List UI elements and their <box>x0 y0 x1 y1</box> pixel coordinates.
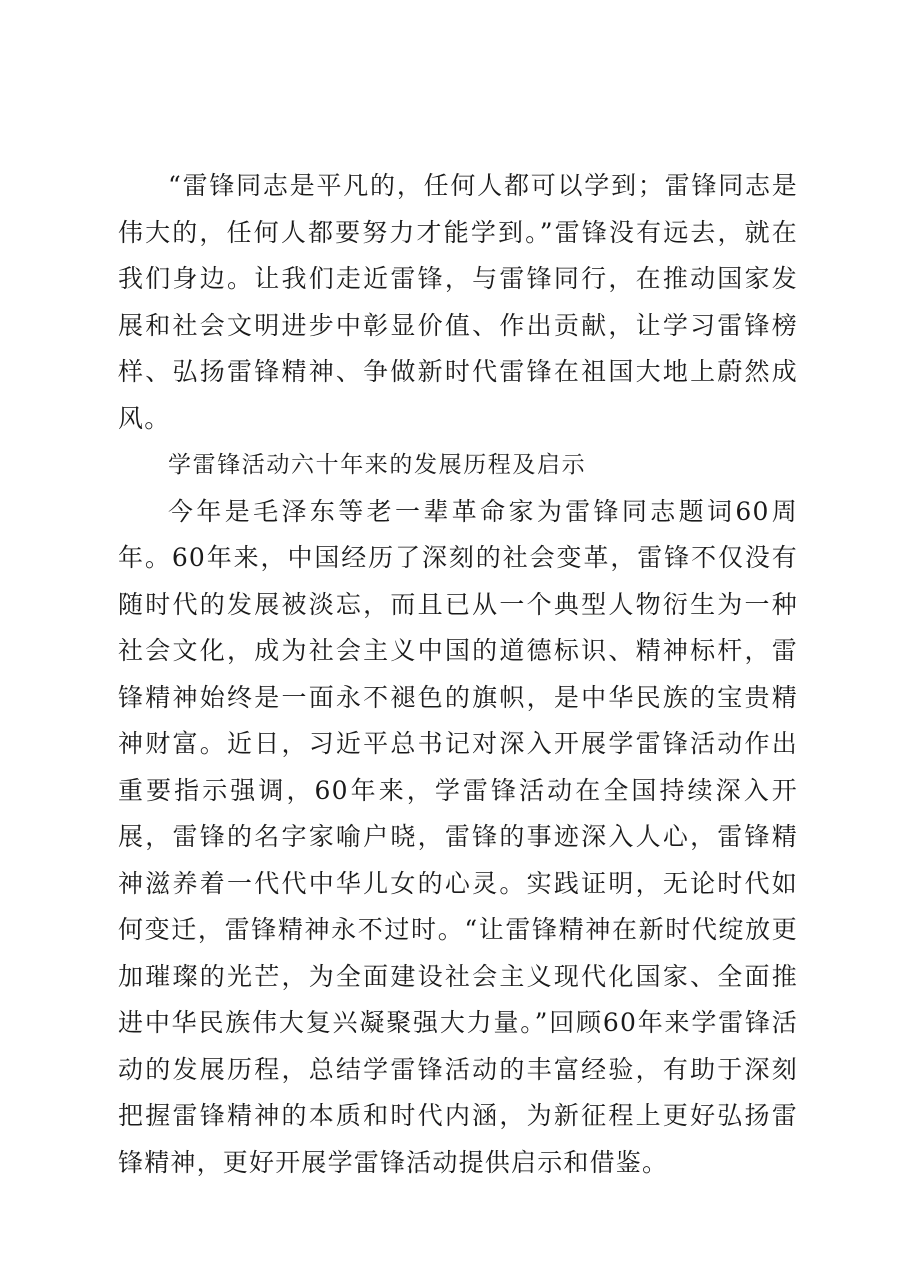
document-body <box>118 163 798 1186</box>
paragraph-intro-quote: “雷锋同志是平凡的，任何人都可以学到；雷锋同志是伟大的，任何人都要努力才能学到。”雷锋没有远去，就在我们身边。让我们走近雷锋，与雷锋同行，在推动国家发展和社会文明进步中彰显价值、作出贡献，让学习雷锋榜样、弘扬雷锋精神、争做新时代雷锋在祖国大地上蔚然成风。 <box>118 171 798 433</box>
section-heading: 学雷锋活动六十年来的发展历程及启示 <box>168 452 587 478</box>
paragraph-history: 今年是毛泽东等老一辈革命家为雷锋同志题词60周年。60年来，中国经历了深刻的社会变革，雷锋不仅没有随时代的发展被淡忘，而且已从一个典型人物衍生为一种社会文化，成为社会主义中国的道德标识、精神标杆，雷锋精神始终是一面永不褪色的旗帜，是中华民族的宝贵精神财富。近日，习近平总书记对深入开展学雷锋活动作出重要指示强调，60年来，学雷锋活动在全国持续深入开展，雷锋的名字家喻户晓，雷锋的事迹深入人心，雷锋精神滋养着一代代中华儿女的心灵。实践证明，无论时代如何变迁，雷锋精神永不过时。“让雷锋精神在新时代绽放更加璀璨的光芒，为全面建设社会主义现代化国家、全面推进中华民族伟大复兴凝聚强大力量。”回顾60年来学雷锋活动的发展历程，总结学雷锋活动的丰富经验，有助于深刻把握雷锋精神的本质和时代内涵，为新征程上更好弘扬雷锋精神，更好开展学雷锋活动提供启示和借鉴。 <box>118 496 798 1177</box>
